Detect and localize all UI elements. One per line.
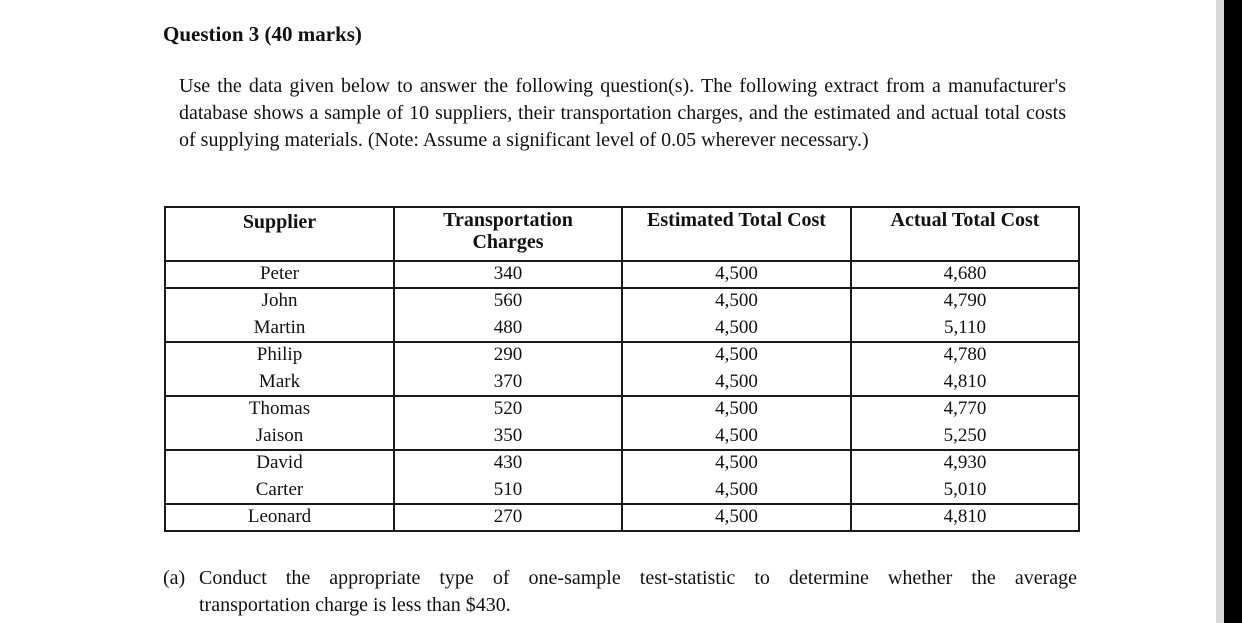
- table-row: [165, 477, 1079, 504]
- cell-estimated: 4,500: [622, 369, 851, 396]
- cell-estimated: 4,500: [622, 288, 851, 315]
- cell-actual: 4,770: [851, 396, 1079, 423]
- intro-paragraph: Use the data given below to answer the following question(s). The following extract from a manufacturer's database shows a sample of 10 suppliers, their transportation charges, and the estimated and actual total costs of supplying materials. (Note: Assume a significant level of 0.05 wherever necessary.): [179, 75, 1066, 151]
- cell-supplier: John: [165, 288, 394, 315]
- header-supplier: Supplier: [165, 207, 394, 261]
- supplier-table: [164, 206, 1080, 532]
- header-estimated-total-cost: Estimated Total Cost: [622, 207, 851, 261]
- cell-estimated: 4,500: [622, 477, 851, 504]
- cell-estimated: 4,500: [622, 450, 851, 477]
- header-transportation-charges: [394, 207, 622, 261]
- table-row: [165, 423, 1079, 450]
- cell-supplier: Thomas: [165, 396, 394, 423]
- question-heading: Question 3 (40 marks): [163, 22, 362, 46]
- cell-estimated: 4,500: [622, 396, 851, 423]
- cell-actual: 5,250: [851, 423, 1079, 450]
- table-row: [165, 504, 1079, 531]
- table-row: [165, 288, 1079, 315]
- cell-estimated: 4,500: [622, 342, 851, 369]
- cell-supplier: Philip: [165, 342, 394, 369]
- cell-actual: 4,790: [851, 288, 1079, 315]
- cell-actual: 5,110: [851, 315, 1079, 342]
- cell-transport: 430: [394, 450, 622, 477]
- cell-transport: 560: [394, 288, 622, 315]
- table-row: [165, 261, 1079, 288]
- table-row: [165, 396, 1079, 423]
- table-row: [165, 369, 1079, 396]
- question-a-tag: (a): [163, 567, 186, 589]
- cell-actual: 5,010: [851, 477, 1079, 504]
- cell-transport: 520: [394, 396, 622, 423]
- question-a-line2: transportation charge is less than $430.: [199, 594, 511, 616]
- question-a: [163, 565, 1077, 619]
- cell-actual: 4,810: [851, 369, 1079, 396]
- cell-supplier: David: [165, 450, 394, 477]
- table-row: [165, 342, 1079, 369]
- cell-supplier: Carter: [165, 477, 394, 504]
- table-header-row: [165, 207, 1079, 261]
- cell-transport: 290: [394, 342, 622, 369]
- cell-supplier: Martin: [165, 315, 394, 342]
- table-row: [165, 450, 1079, 477]
- page-edge: [1216, 0, 1224, 623]
- table-row: [165, 315, 1079, 342]
- cell-actual: 4,810: [851, 504, 1079, 531]
- cell-transport: 510: [394, 477, 622, 504]
- cell-supplier: Leonard: [165, 504, 394, 531]
- cell-estimated: 4,500: [622, 504, 851, 531]
- cell-estimated: 4,500: [622, 423, 851, 450]
- cell-estimated: 4,500: [622, 261, 851, 288]
- cell-transport: 270: [394, 504, 622, 531]
- cell-supplier: Mark: [165, 369, 394, 396]
- cell-transport: 340: [394, 261, 622, 288]
- cell-transport: 350: [394, 423, 622, 450]
- header-transport-line1: Transportation: [443, 209, 573, 231]
- cell-transport: 370: [394, 369, 622, 396]
- cell-actual: 4,780: [851, 342, 1079, 369]
- cell-supplier: Jaison: [165, 423, 394, 450]
- question-a-line1: Conduct the appropriate type of one-sample test-statistic to determine whether the average: [199, 567, 1077, 589]
- cell-actual: 4,680: [851, 261, 1079, 288]
- cell-transport: 480: [394, 315, 622, 342]
- cell-actual: 4,930: [851, 450, 1079, 477]
- header-actual-total-cost: Actual Total Cost: [851, 207, 1079, 261]
- cell-supplier: Peter: [165, 261, 394, 288]
- header-transport-line2: Charges: [472, 231, 544, 253]
- cell-estimated: 4,500: [622, 315, 851, 342]
